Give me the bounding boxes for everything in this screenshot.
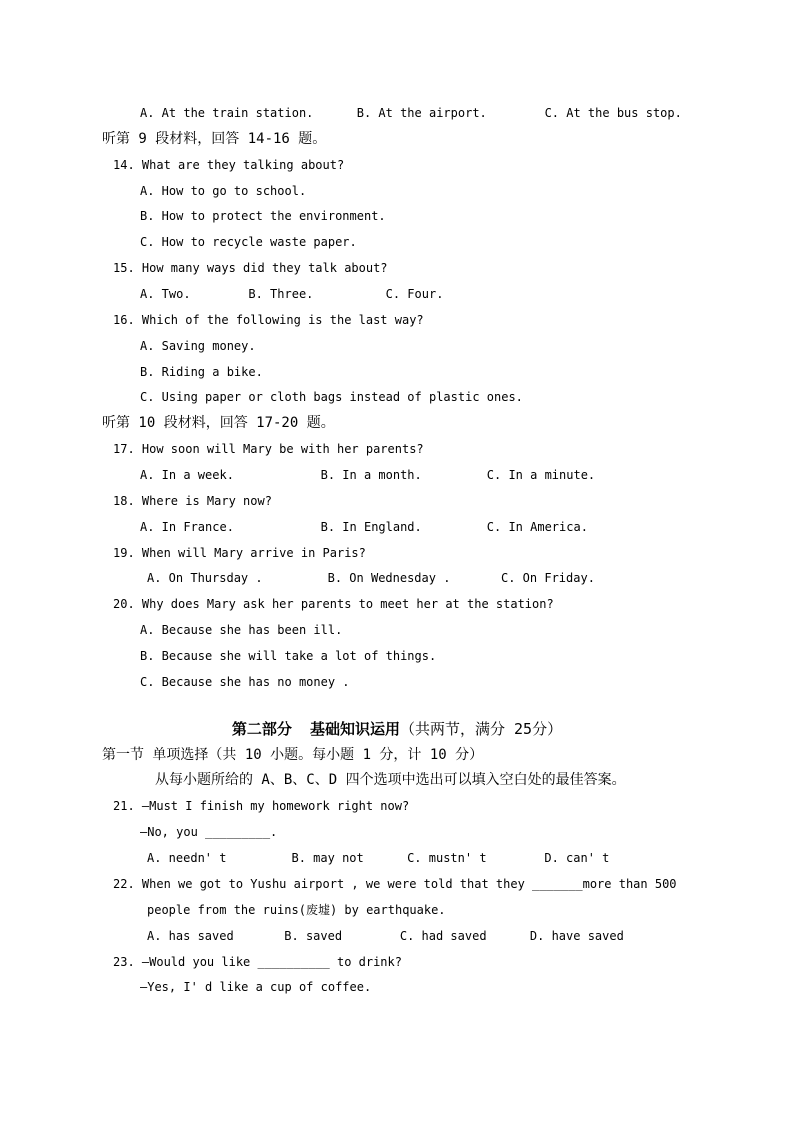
question-line: 21. —Must I finish my homework right now? [113, 799, 410, 814]
option-line: B. How to protect the environment. [140, 209, 386, 224]
question-line: 15. How many ways did they talk about? [113, 261, 388, 276]
section-title-line: 第一节 单项选择（共 10 小题。每小题 1 分，计 10 分） [102, 746, 484, 763]
question-line: 17. How soon will Mary be with her parents? [113, 442, 424, 457]
option-line: A. On Thursday . B. On Wednesday . C. On Friday. [147, 571, 595, 586]
question-line: 14. What are they talking about? [113, 157, 345, 172]
option-line: A. How to go to school. [140, 183, 307, 198]
option-line: A. has saved B. saved C. had saved D. have saved [147, 928, 624, 943]
question-continuation-line: —Yes, I' d like a cup of coffee. [140, 980, 372, 995]
page-content [102, 101, 794, 1001]
option-line: A. At the train station. B. At the airport. C. At the bus stop. [140, 106, 682, 120]
part-header-note: （共两节，满分 25分） [399, 719, 563, 738]
directions-line: 从每小题所给的 A、B、C、D 四个选项中选出可以填入空白处的最佳答案。 [155, 772, 626, 789]
option-line: C. Because she has no money . [140, 674, 350, 689]
question-continuation-line: people from the ruins(废墟) by earthquake. [147, 902, 446, 917]
option-line: C. Using paper or cloth bags instead of plastic ones. [140, 390, 523, 405]
option-line: A. Saving money. [140, 338, 256, 353]
option-line: A. needn' t B. may not C. mustn' t D. can' t [147, 851, 610, 866]
question-line: 16. Which of the following is the last way? [113, 312, 424, 327]
part-header-title: 第二部分 基础知识运用 [231, 719, 400, 738]
option-line: A. In a week. B. In a month. C. In a minute. [140, 468, 596, 483]
listening-instruction-line: 听第 10 段材料，回答 17-20 题。 [102, 415, 335, 432]
part-header [0, 717, 794, 743]
question-line: 19. When will Mary arrive in Paris? [113, 545, 366, 560]
option-line: A. In France. B. In England. C. In America. [140, 519, 588, 534]
option-line: C. How to recycle waste paper. [140, 235, 357, 250]
option-line: A. Two. B. Three. C. Four. [140, 287, 444, 302]
spacer [102, 696, 794, 717]
listening-instruction-line: 听第 9 段材料，回答 14-16 题。 [102, 130, 327, 147]
question-line: 22. When we got to Yushu airport , we were told that they _______more than 500 [113, 876, 677, 891]
question-line: 18. Where is Mary now? [113, 493, 272, 508]
option-line: B. Riding a bike. [140, 364, 263, 379]
question-line: 23. —Would you like __________ to drink? [113, 954, 402, 969]
option-line: B. Because she will take a lot of things. [140, 649, 437, 664]
option-line: A. Because she has been ill. [140, 623, 343, 638]
question-continuation-line: —No, you _________. [140, 825, 278, 840]
question-line: 20. Why does Mary ask her parents to meet her at the station? [113, 597, 554, 612]
